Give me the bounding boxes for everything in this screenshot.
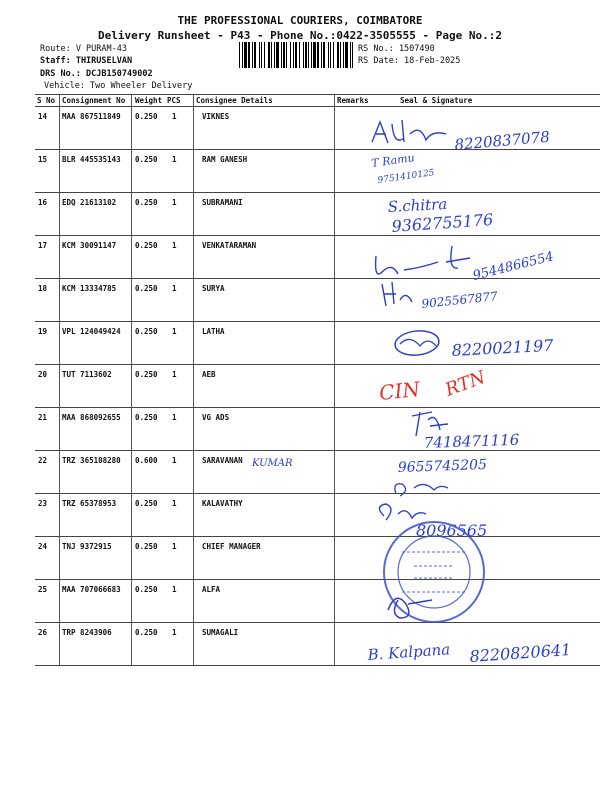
consignee-cell: VG ADS	[202, 413, 230, 422]
pcs-cell: 1	[172, 112, 177, 121]
header-sno: S No	[37, 96, 56, 105]
consignee-cell: VIKNES	[202, 112, 230, 121]
consignment-cell: EDQ 21613102	[62, 198, 117, 207]
handwritten-phone-23: 8096565	[416, 521, 488, 540]
weight-cell: 0.250	[135, 198, 158, 207]
consignee-cell: KALAVATHY	[202, 499, 243, 508]
consignment-cell: VPL 124049424	[62, 327, 121, 336]
pcs-cell: 1	[172, 198, 177, 207]
handwritten-phone-16: 9362755176	[390, 209, 494, 236]
drs-number: DRS No.: DCJB150749002	[40, 69, 153, 79]
sno-cell: 26	[38, 628, 48, 637]
weight-cell: 0.250	[135, 327, 158, 336]
header-pcs: PCS	[167, 96, 181, 105]
sno-cell: 17	[38, 241, 48, 250]
consignee-cell: CHIEF MANAGER	[202, 542, 261, 551]
consignment-cell: TRZ 365108280	[62, 456, 121, 465]
sno-cell: 18	[38, 284, 48, 293]
return-mark-rtn: RTN	[442, 366, 489, 401]
handwritten-phone-18: 9025567877	[420, 289, 499, 311]
consignee-cell: AEB	[202, 370, 216, 379]
rs-date: RS Date: 18-Feb-2025	[358, 56, 461, 66]
handwritten-phone-22: 9655745205	[397, 456, 488, 476]
pcs-cell: 1	[172, 456, 177, 465]
vehicle-label: Vehicle: Two Wheeler Delivery	[44, 81, 193, 91]
header-remarks: Remarks	[337, 96, 369, 105]
sno-cell: 15	[38, 155, 48, 164]
weight-cell: 0.250	[135, 542, 158, 551]
weight-cell: 0.250	[135, 112, 158, 121]
weight-cell: 0.250	[135, 628, 158, 637]
handwritten-phone-19: 8220021197	[451, 335, 554, 360]
consignment-cell: TRP 8243906	[62, 628, 112, 637]
signature-scribble	[376, 246, 470, 274]
consignment-cell: BLR 445535143	[62, 155, 121, 164]
consignee-cell: SUMAGALI	[202, 628, 239, 637]
header-consignment: Consignment No	[62, 96, 126, 105]
signature-scribble	[395, 484, 448, 496]
consignment-cell: KCM 30091147	[62, 241, 117, 250]
consignee-cell: SURYA	[202, 284, 225, 293]
pcs-cell: 1	[172, 542, 177, 551]
rs-number: RS No.: 1507490	[358, 44, 435, 54]
handwritten-name-15: T Ramu	[370, 151, 416, 170]
return-mark-cin: CIN	[378, 376, 422, 405]
handwritten-name-26: B. Kalpana	[367, 640, 451, 664]
weight-cell: 0.250	[135, 155, 158, 164]
sno-cell: 24	[38, 542, 48, 551]
consignee-cell: SUBRAMANI	[202, 198, 243, 207]
signature-scribble	[379, 504, 426, 520]
sno-cell: 23	[38, 499, 48, 508]
sno-cell: 19	[38, 327, 48, 336]
runsheet-title: Delivery Runsheet - P43 - Phone No.:0422-3505555 - Page No.:2	[98, 29, 502, 42]
pcs-cell: 1	[172, 370, 177, 379]
pcs-cell: 1	[172, 241, 177, 250]
consignment-cell: TNJ 9372915	[62, 542, 112, 551]
consignee-cell: RAM GANESH	[202, 155, 248, 164]
consignment-cell: TUT 7113602	[62, 370, 112, 379]
consignee-cell: LATHA	[202, 327, 225, 336]
weight-cell: 0.250	[135, 241, 158, 250]
handwritten-phone-21: 7418471116	[423, 430, 520, 452]
sno-cell: 21	[38, 413, 48, 422]
pcs-cell: 1	[172, 585, 177, 594]
consignee-cell: VENKATARAMAN	[202, 241, 257, 250]
handwritten-phone-26: 8220820641	[468, 639, 572, 666]
weight-cell: 0.250	[135, 585, 158, 594]
sno-cell: 20	[38, 370, 48, 379]
handwritten-phone-15: 9751410125	[377, 168, 436, 186]
signature-scribble	[372, 120, 446, 143]
signature-scribble	[382, 282, 412, 306]
consignment-cell: MAA 707066683	[62, 585, 121, 594]
header-seal: Seal & Signature	[400, 96, 473, 105]
pcs-cell: 1	[172, 327, 177, 336]
sno-cell: 25	[38, 585, 48, 594]
header-consignee: Consignee Details	[196, 96, 273, 105]
consignee-cell: ALFA	[202, 585, 221, 594]
consignment-cell: TRZ 65378953	[62, 499, 117, 508]
sno-cell: 22	[38, 456, 48, 465]
route-label: Route: V PURAM-43	[40, 44, 127, 54]
handwritten-phone-14: 8220837078	[453, 127, 551, 154]
weight-cell: 0.250	[135, 370, 158, 379]
sno-cell: 14	[38, 112, 48, 121]
handwritten-name-16: S.chitra	[387, 194, 448, 216]
pcs-cell: 1	[172, 155, 177, 164]
handwritten-phone-17: 9544866554	[471, 249, 556, 284]
weight-cell: 0.600	[135, 456, 158, 465]
staff-label: Staff: THIRUSELVAN	[40, 56, 133, 66]
weight-cell: 0.250	[135, 284, 158, 293]
weight-cell: 0.250	[135, 413, 158, 422]
consignment-cell: MAA 868092655	[62, 413, 121, 422]
sno-cell: 16	[38, 198, 48, 207]
handwritten-name-22: KUMAR	[252, 458, 293, 469]
consignment-cell: MAA 867511849	[62, 112, 121, 121]
header-weight: Weight	[135, 96, 163, 105]
weight-cell: 0.250	[135, 499, 158, 508]
pcs-cell: 1	[172, 284, 177, 293]
consignee-cell: SARAVANAN	[202, 456, 243, 465]
consignment-cell: KCM 13334785	[62, 284, 117, 293]
pcs-cell: 1	[172, 628, 177, 637]
signature-scribble	[400, 339, 436, 346]
pcs-cell: 1	[172, 499, 177, 508]
company-title: THE PROFESSIONAL COURIERS, COIMBATORE	[177, 14, 423, 27]
pcs-cell: 1	[172, 413, 177, 422]
